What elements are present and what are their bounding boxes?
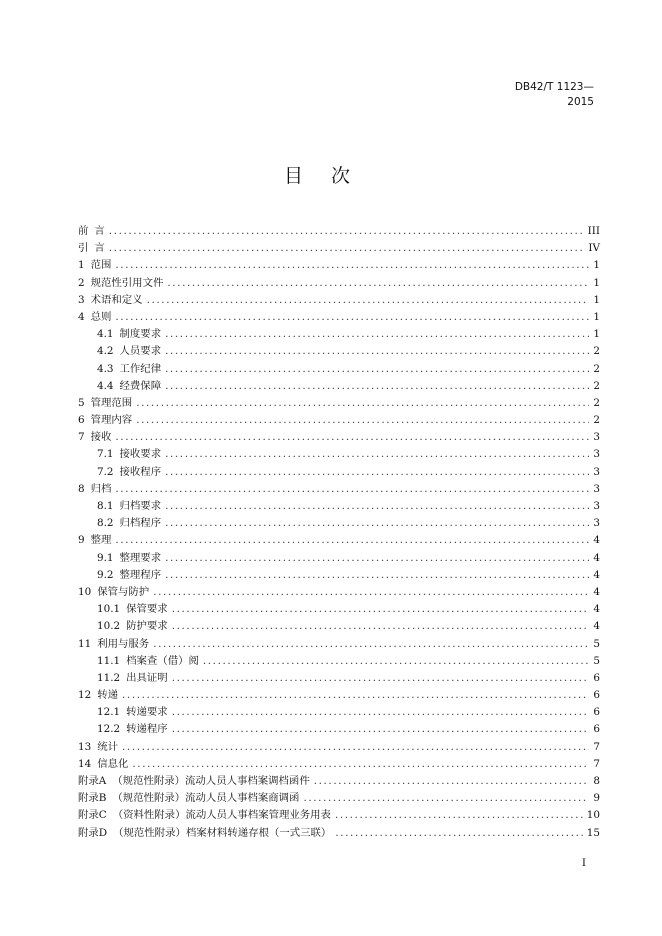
toc-entry[interactable] <box>78 412 600 429</box>
toc-entry-page: 2 <box>593 396 600 409</box>
toc-entry-label: 信息化 <box>97 757 129 770</box>
toc-entry[interactable] <box>78 498 600 515</box>
toc-leader-dots <box>335 825 582 842</box>
toc-entry-number: 附录A <box>78 775 107 787</box>
toc-entry[interactable] <box>78 257 600 274</box>
toc-entry-number: 14 <box>78 757 92 770</box>
toc-entry[interactable] <box>78 378 600 395</box>
toc-entry-number: 引 <box>78 242 89 255</box>
toc-entry-label: 转递要求 <box>126 706 168 719</box>
toc-entry-page: III <box>587 225 600 237</box>
toc-entry[interactable] <box>78 756 600 773</box>
toc-entry-label: 术语和定义 <box>90 293 143 306</box>
toc-entry-number: 7.2 <box>97 465 114 478</box>
toc-leader-dots <box>147 292 590 309</box>
page-title: 目次 <box>283 165 378 187</box>
toc-entry-page: 15 <box>586 826 600 839</box>
toc-entry[interactable] <box>78 618 600 635</box>
toc-entry-number: 11 <box>78 637 92 650</box>
toc-leader-dots <box>109 240 585 257</box>
toc-entry-label: 整理 <box>90 534 112 547</box>
toc-entry-page: 1 <box>593 293 600 306</box>
toc-entry-label: （规范性附录）档案材料转递存根（一式三联） <box>113 826 332 839</box>
toc-entry-number: 5 <box>78 396 85 409</box>
toc-entry[interactable] <box>78 636 600 653</box>
toc-entry-label: 整理程序 <box>119 568 162 581</box>
toc-entry[interactable] <box>78 825 600 842</box>
toc-entry-label: 言 <box>94 242 105 255</box>
toc-entry-label: 保管与防护 <box>97 585 150 598</box>
toc-entry-number: 4.1 <box>97 328 114 341</box>
toc-entry-number: 9.2 <box>97 568 114 581</box>
toc-entry[interactable] <box>78 240 600 257</box>
toc-leader-dots <box>165 515 589 532</box>
toc-leader-dots <box>172 670 590 687</box>
toc-entry-number: 1 <box>78 259 85 272</box>
toc-entry[interactable] <box>78 601 600 618</box>
toc-entry-label: （规范性附录）流动人员人事档案调档函件 <box>112 775 310 787</box>
toc-entry-page: 7 <box>593 757 600 770</box>
toc-leader-dots <box>165 498 589 515</box>
toc-entry-number: 2 <box>78 276 85 289</box>
toc-entry-number: 9 <box>78 534 85 547</box>
toc-entry[interactable] <box>78 309 600 326</box>
toc-entry-label: 制度要求 <box>119 328 162 341</box>
toc-entry-page: 4 <box>593 585 600 598</box>
toc-entry[interactable] <box>78 275 600 292</box>
toc-entry-page: 1 <box>593 310 600 323</box>
toc-leader-dots <box>165 567 589 584</box>
table-of-contents <box>78 223 600 842</box>
toc-leader-dots <box>165 446 589 463</box>
toc-entry-label: 接收要求 <box>119 448 162 461</box>
toc-leader-dots <box>303 790 589 807</box>
document-id-line1: DB42/T 1123— <box>514 81 594 93</box>
toc-entry-page: 3 <box>593 517 600 530</box>
toc-entry[interactable] <box>78 739 600 756</box>
toc-entry-label: 总则 <box>90 310 112 323</box>
toc-entry[interactable] <box>78 567 600 584</box>
toc-leader-dots <box>314 773 590 790</box>
toc-entry[interactable] <box>78 653 600 670</box>
toc-entry[interactable] <box>78 670 600 687</box>
toc-entry-label: 管理范围 <box>90 396 133 409</box>
toc-entry-number: 13 <box>78 740 92 753</box>
toc-entry-page: 9 <box>593 792 600 805</box>
toc-entry-label: 管理内容 <box>90 414 133 427</box>
toc-entry[interactable] <box>78 773 600 790</box>
toc-entry-page: 6 <box>593 706 600 719</box>
toc-entry-number: 12.2 <box>97 723 121 736</box>
toc-entry-number: 附录C <box>78 809 107 822</box>
toc-entry[interactable] <box>78 807 600 824</box>
toc-entry-number: 10.2 <box>97 620 121 633</box>
toc-entry[interactable] <box>78 515 600 532</box>
toc-leader-dots <box>122 687 589 704</box>
toc-entry-number: 11.1 <box>97 654 121 667</box>
toc-entry[interactable] <box>78 584 600 601</box>
toc-entry-number: 4 <box>78 310 85 323</box>
toc-entry-page: 8 <box>593 775 600 787</box>
toc-entry-page: 4 <box>593 534 600 547</box>
toc-leader-dots <box>165 464 589 481</box>
toc-entry-number: 4.4 <box>97 379 114 392</box>
toc-entry-number: 前 <box>78 225 89 237</box>
toc-entry-number: 12 <box>78 689 92 702</box>
toc-entry-label: 范围 <box>90 259 112 272</box>
toc-entry-page: 3 <box>593 482 600 495</box>
toc-entry[interactable] <box>78 223 600 240</box>
toc-leader-dots <box>335 807 583 824</box>
toc-entry-number: 附录B <box>78 792 107 805</box>
toc-entry-page: 3 <box>593 431 600 444</box>
toc-leader-dots <box>153 636 589 653</box>
toc-entry[interactable] <box>78 532 600 549</box>
toc-entry-page: 4 <box>593 551 600 564</box>
toc-entry-page: 4 <box>593 568 600 581</box>
toc-entry-number: 4.3 <box>97 362 114 375</box>
toc-entry-number: 4.2 <box>97 345 114 358</box>
toc-leader-dots <box>165 326 589 343</box>
toc-entry-page: 7 <box>593 740 600 753</box>
toc-entry[interactable] <box>78 361 600 378</box>
toc-entry-page: IV <box>588 242 600 255</box>
toc-leader-dots <box>203 653 590 670</box>
toc-leader-dots <box>165 343 589 360</box>
toc-entry-label: 档案查（借）阅 <box>126 654 199 667</box>
toc-leader-dots <box>109 223 584 240</box>
toc-leader-dots <box>172 704 590 721</box>
toc-entry-number: 7.1 <box>97 448 114 461</box>
toc-entry[interactable] <box>78 395 600 412</box>
toc-entry[interactable] <box>78 550 600 567</box>
toc-entry[interactable] <box>78 429 600 446</box>
document-id-line2: 2015 <box>567 95 594 108</box>
toc-entry[interactable] <box>78 687 600 704</box>
toc-entry-label: 防护要求 <box>126 620 168 633</box>
toc-entry-label: 归档要求 <box>119 500 162 512</box>
toc-entry-label: 规范性引用文件 <box>90 276 164 289</box>
toc-leader-dots <box>115 257 589 274</box>
toc-entry[interactable] <box>78 292 600 309</box>
toc-entry-number: 10.1 <box>97 603 121 616</box>
toc-entry[interactable] <box>78 464 600 481</box>
toc-entry-page: 2 <box>593 379 600 392</box>
toc-leader-dots <box>165 550 589 567</box>
toc-entry-number: 3 <box>78 293 85 306</box>
toc-entry-page: 3 <box>593 500 600 512</box>
toc-entry-page: 1 <box>593 259 600 272</box>
toc-entry-number: 8.1 <box>97 500 114 512</box>
toc-entry-number: 10 <box>78 585 92 598</box>
toc-entry-page: 6 <box>593 723 600 736</box>
toc-entry-label: 归档程序 <box>119 517 162 530</box>
toc-entry-label: 转递 <box>97 689 119 702</box>
toc-entry-page: 5 <box>593 654 600 667</box>
toc-entry-label: 保管要求 <box>126 603 168 616</box>
toc-leader-dots <box>172 721 590 738</box>
toc-entry-number: 8 <box>78 482 85 495</box>
toc-entry-number: 6 <box>78 414 85 427</box>
toc-entry[interactable] <box>78 326 600 343</box>
toc-entry-label: 工作纪律 <box>119 362 162 375</box>
toc-entry-number: 7 <box>78 431 85 444</box>
toc-entry[interactable] <box>78 704 600 721</box>
toc-entry-page: 6 <box>593 689 600 702</box>
toc-leader-dots <box>122 739 589 756</box>
toc-entry-number: 12.1 <box>97 706 121 719</box>
toc-entry[interactable] <box>78 446 600 463</box>
toc-leader-dots <box>172 601 590 618</box>
document-id <box>515 80 594 109</box>
toc-leader-dots <box>165 378 589 395</box>
toc-leader-dots <box>172 618 590 635</box>
page-number: I <box>581 857 586 869</box>
toc-leader-dots <box>132 756 589 773</box>
toc-entry-page: 3 <box>593 465 600 478</box>
toc-entry-label: 利用与服务 <box>97 637 150 650</box>
toc-entry-page: 10 <box>586 809 600 822</box>
toc-entry-label: 整理要求 <box>119 551 162 564</box>
toc-entry[interactable] <box>78 790 600 807</box>
toc-entry-page: 2 <box>593 362 600 375</box>
toc-entry-label: （资料性附录）流动人员人事档案管理业务用表 <box>112 809 331 822</box>
toc-entry-number: 8.2 <box>97 517 114 530</box>
toc-entry-page: 1 <box>593 328 600 341</box>
toc-entry-label: 言 <box>94 225 105 237</box>
toc-entry-page: 2 <box>593 414 600 427</box>
toc-entry-number: 11.2 <box>97 671 121 684</box>
toc-entry[interactable] <box>78 481 600 498</box>
toc-entry-page: 4 <box>593 603 600 616</box>
toc-leader-dots <box>153 584 589 601</box>
toc-leader-dots <box>115 429 589 446</box>
toc-entry-number: 附录D <box>78 826 108 839</box>
toc-leader-dots <box>136 412 589 429</box>
toc-entry-label: 归档 <box>90 482 112 495</box>
toc-leader-dots <box>136 395 589 412</box>
toc-entry-label: 出具证明 <box>126 671 168 684</box>
toc-entry-page: 2 <box>593 345 600 358</box>
toc-entry[interactable] <box>78 343 600 360</box>
toc-entry-page: 6 <box>593 671 600 684</box>
toc-entry-label: 经费保障 <box>119 379 162 392</box>
toc-entry[interactable] <box>78 721 600 738</box>
toc-entry-page: 3 <box>593 448 600 461</box>
toc-entry-label: 接收程序 <box>119 465 162 478</box>
toc-entry-label: （规范性附录）流动人员人事档案商调函 <box>112 792 300 805</box>
toc-leader-dots <box>115 532 589 549</box>
toc-entry-label: 转递程序 <box>126 723 168 736</box>
toc-leader-dots <box>165 361 589 378</box>
toc-leader-dots <box>115 309 589 326</box>
toc-leader-dots <box>167 275 589 292</box>
toc-entry-label: 统计 <box>97 740 119 753</box>
toc-entry-page: 4 <box>593 620 600 633</box>
toc-leader-dots <box>115 481 589 498</box>
toc-entry-number: 9.1 <box>97 551 114 564</box>
toc-entry-label: 接收 <box>90 431 112 444</box>
toc-entry-page: 1 <box>593 276 600 289</box>
toc-entry-page: 5 <box>593 637 600 650</box>
toc-entry-label: 人员要求 <box>119 345 162 358</box>
